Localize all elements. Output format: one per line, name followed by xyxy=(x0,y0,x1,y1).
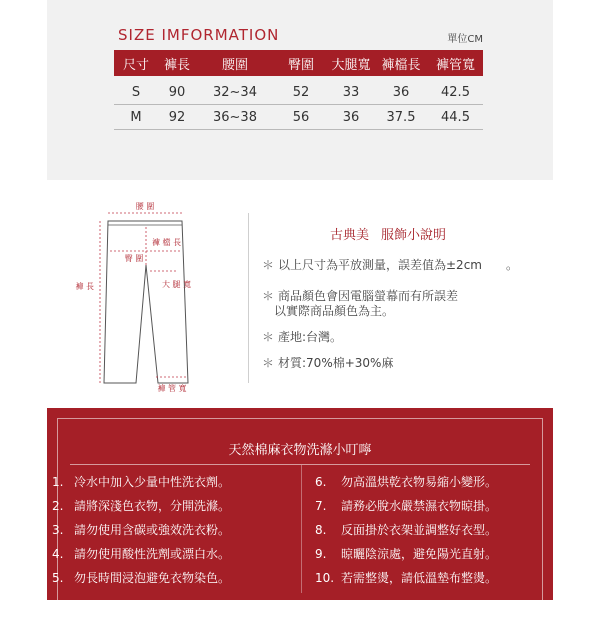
waist-label: 腰 圍 xyxy=(135,202,155,211)
hem-label: 褲 管 寬 xyxy=(157,384,187,393)
note-text: 商品顏色會因電腦螢幕而有所誤差 xyxy=(278,289,459,303)
note-text: 材質:70%棉+30%麻 xyxy=(278,356,394,370)
table-cell: 52 xyxy=(274,76,328,105)
pants-diagram xyxy=(70,195,240,395)
wash-tip xyxy=(315,473,497,490)
size-info-title: SIZE IMFORMATION xyxy=(118,26,280,44)
table-cell: 90 xyxy=(158,76,196,105)
tip-text: 反面掛於衣架並調整好衣型。 xyxy=(341,523,498,537)
tip-text: 請勿使用含碳或強效洗衣粉。 xyxy=(74,523,231,537)
washing-frame xyxy=(57,418,543,619)
note-text: 產地:台灣。 xyxy=(278,330,343,344)
size-table xyxy=(114,50,483,130)
wash-tip xyxy=(315,569,497,586)
table-cell: 92 xyxy=(158,105,196,130)
wash-tip xyxy=(52,545,230,562)
tip-text: 冷水中加入少量中性洗衣劑。 xyxy=(74,475,231,489)
tip-number: 7. xyxy=(315,499,327,513)
wash-tip xyxy=(52,497,230,514)
divider xyxy=(248,213,249,383)
col-header: 褲管寬 xyxy=(428,50,483,76)
note-text-continued: 以實際商品顏色為主。 xyxy=(274,304,395,318)
size-table-header xyxy=(114,50,483,76)
table-cell: 37.5 xyxy=(374,105,428,130)
washing-title-rule xyxy=(70,464,530,465)
notes-heading: 服飾小說明 xyxy=(381,228,447,243)
table-cell: M xyxy=(114,105,158,130)
wash-tip xyxy=(315,545,497,562)
table-cell: 56 xyxy=(274,105,328,130)
table-cell: 36 xyxy=(374,76,428,105)
unit-label: 單位CM xyxy=(447,34,483,45)
tip-text: 請勿使用酸性洗劑或漂白水。 xyxy=(74,547,231,561)
brand-name: 古典美 xyxy=(330,228,370,243)
washing-column-divider xyxy=(301,465,302,593)
tip-number: 5. xyxy=(52,571,64,585)
length-label: 褲 長 xyxy=(75,282,94,291)
table-row xyxy=(114,105,483,130)
tip-text: 請將深淺色衣物，分開洗滌。 xyxy=(74,499,231,513)
wash-tip xyxy=(315,497,497,514)
thigh-label: 大 腿 寬 xyxy=(162,280,192,289)
rise-label: 褲 檔 長 xyxy=(152,238,182,247)
tip-text: 晾曬陰涼處，避免陽光直射。 xyxy=(341,547,498,561)
tip-number: 9. xyxy=(315,547,327,561)
tip-number: 10. xyxy=(315,571,335,585)
note-text: 以上尺寸為平放測量，誤差值為±2cm 。 xyxy=(278,258,518,272)
note-item xyxy=(262,289,458,319)
size-info-panel xyxy=(47,0,553,180)
star-bullet: ＊ xyxy=(262,258,275,272)
tip-number: 3. xyxy=(52,523,64,537)
table-cell: 44.5 xyxy=(428,105,483,130)
table-cell: 32~34 xyxy=(196,76,274,105)
table-cell: 42.5 xyxy=(428,76,483,105)
table-cell: 36~38 xyxy=(196,105,274,130)
tip-text: 勿高溫烘乾衣物易縮小變形。 xyxy=(341,475,498,489)
note-item xyxy=(262,258,518,273)
tip-number: 6. xyxy=(315,475,327,489)
note-item xyxy=(262,330,342,345)
col-header: 大腿寬 xyxy=(328,50,374,76)
tip-number: 2. xyxy=(52,499,64,513)
washing-title: 天然棉麻衣物洗滌小叮嚀 xyxy=(228,443,372,458)
wash-tip xyxy=(52,521,230,538)
col-header: 腰圍 xyxy=(196,50,274,76)
star-bullet: ＊ xyxy=(262,289,275,303)
table-cell: 33 xyxy=(328,76,374,105)
wash-tip xyxy=(52,473,230,490)
table-row xyxy=(114,76,483,105)
col-header: 尺寸 xyxy=(114,50,158,76)
table-cell: 36 xyxy=(328,105,374,130)
col-header: 褲長 xyxy=(158,50,196,76)
star-bullet: ＊ xyxy=(262,330,275,344)
col-header: 褲檔長 xyxy=(374,50,428,76)
tip-text: 勿長時間浸泡避免衣物染色。 xyxy=(74,571,231,585)
tip-text: 若需整燙，請低溫墊布整燙。 xyxy=(341,571,498,585)
wash-tip xyxy=(52,569,230,586)
table-cell: S xyxy=(114,76,158,105)
note-item xyxy=(262,356,393,371)
tip-number: 8. xyxy=(315,523,327,537)
star-bullet: ＊ xyxy=(262,356,275,370)
notes-title xyxy=(330,224,446,243)
hip-label: 臀 圍 xyxy=(124,254,144,263)
tip-text: 請務必脫水嚴禁濕衣物晾掛。 xyxy=(341,499,498,513)
col-header: 臀圍 xyxy=(274,50,328,76)
tip-number: 1. xyxy=(52,475,64,489)
wash-tip xyxy=(315,521,497,538)
tip-number: 4. xyxy=(52,547,64,561)
